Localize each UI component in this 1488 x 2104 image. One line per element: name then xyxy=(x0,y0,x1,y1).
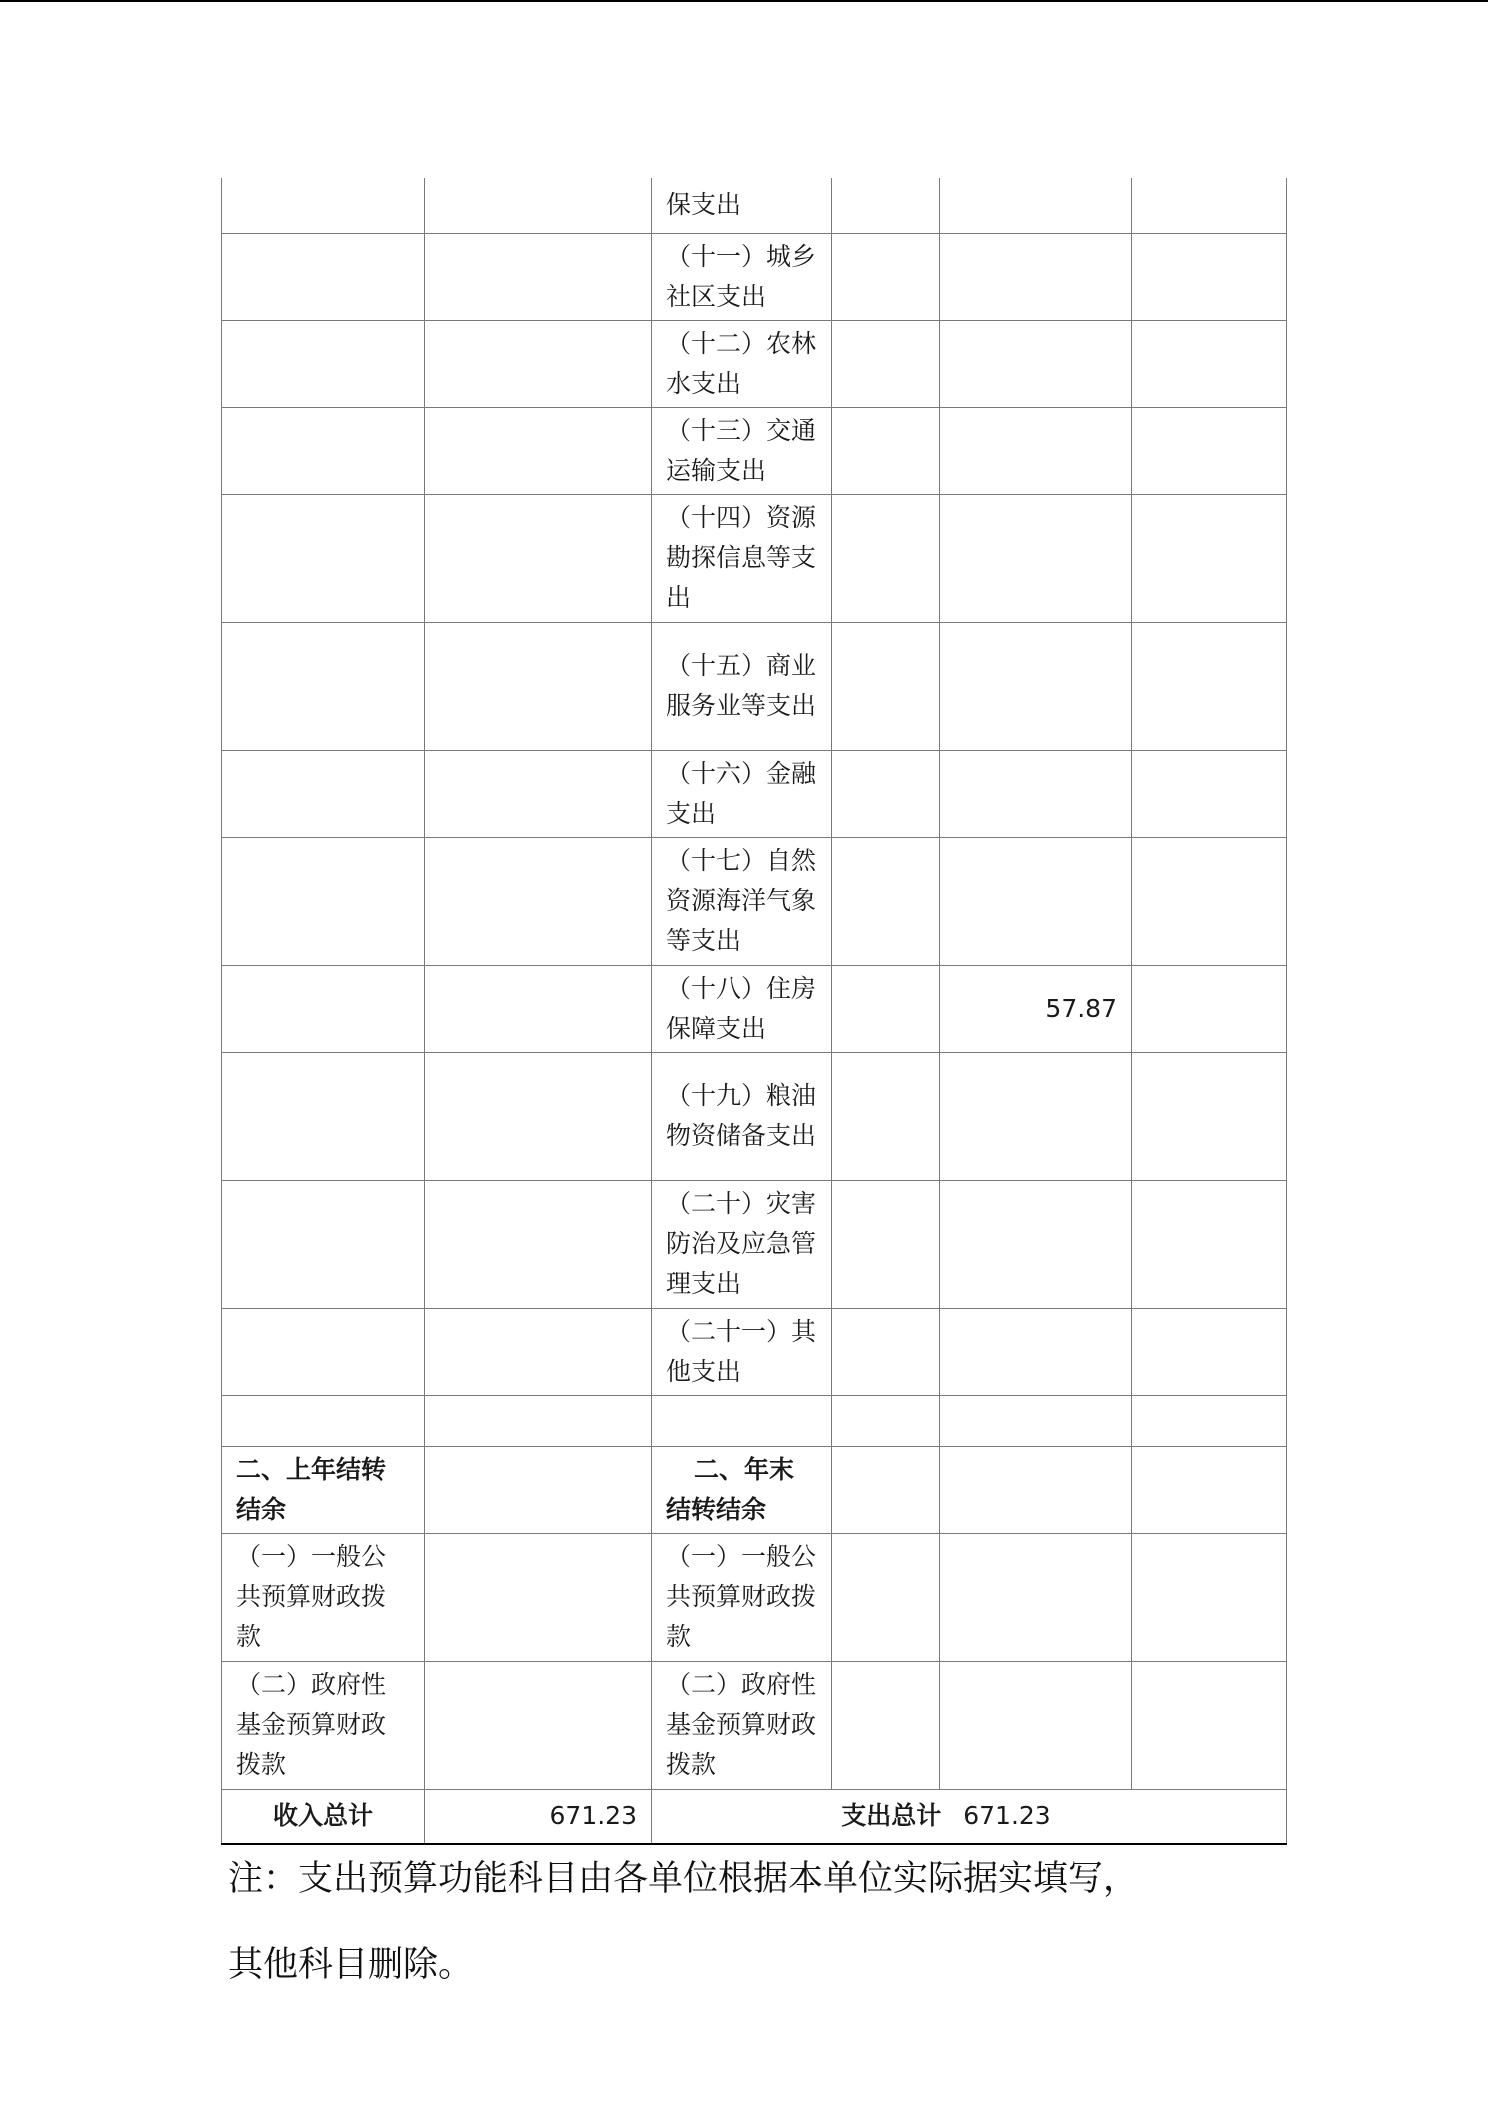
footnote xyxy=(228,1836,1308,2008)
table-row xyxy=(222,1308,1287,1395)
expense-extra xyxy=(1132,1052,1287,1180)
expense-total-value: 671.23 xyxy=(963,1801,1051,1831)
expense-item: （十八）住房保障支出 xyxy=(652,965,832,1052)
expense-item: 保支出 xyxy=(652,178,832,233)
income-total-label: 收入总计 xyxy=(222,1789,425,1844)
table-row xyxy=(222,1180,1287,1308)
expense-carryover-heading: 二、年末结转结余 xyxy=(652,1446,832,1533)
expense-amount xyxy=(940,837,1132,965)
table-row xyxy=(222,622,1287,750)
table-row xyxy=(222,407,1287,494)
expense-amount xyxy=(940,1052,1132,1180)
income-total-value: 671.23 xyxy=(425,1789,652,1844)
expense-amount xyxy=(940,320,1132,407)
income-general-budget: （一）一般公共预算财政拨款 xyxy=(222,1533,425,1661)
income-fund-budget: （二）政府性基金预算财政拨款 xyxy=(222,1661,425,1789)
expense-amount xyxy=(940,407,1132,494)
expense-item: （二十一）其他支出 xyxy=(652,1308,832,1395)
table-row xyxy=(222,750,1287,837)
expense-extra xyxy=(1132,1180,1287,1308)
expense-extra xyxy=(1132,233,1287,320)
expense-extra xyxy=(1132,178,1287,233)
expense-item: （二十）灾害防治及应急管理支出 xyxy=(652,1180,832,1308)
table-row xyxy=(222,494,1287,622)
expense-item: （十一）城乡社区支出 xyxy=(652,233,832,320)
expense-amount xyxy=(940,750,1132,837)
table-row xyxy=(222,233,1287,320)
table-row xyxy=(222,965,1287,1052)
expense-amount xyxy=(940,1308,1132,1395)
table-row xyxy=(222,1533,1287,1661)
footnote-line-2: 其他科目删除。 xyxy=(228,1945,474,1985)
expense-extra xyxy=(1132,750,1287,837)
expense-item: （十六）金融支出 xyxy=(652,750,832,837)
expense-extra xyxy=(1132,1308,1287,1395)
expense-amount xyxy=(940,494,1132,622)
page-top-border xyxy=(0,0,1488,2)
expense-amount xyxy=(940,233,1132,320)
expense-general-budget: （一）一般公共预算财政拨款 xyxy=(652,1533,832,1661)
expense-extra xyxy=(1132,407,1287,494)
expense-item: （十五）商业服务业等支出 xyxy=(652,622,832,750)
expense-extra xyxy=(1132,622,1287,750)
expense-extra xyxy=(1132,494,1287,622)
expense-amount xyxy=(940,178,1132,233)
table-row-empty xyxy=(222,1395,1287,1446)
expense-fund-budget: （二）政府性基金预算财政拨款 xyxy=(652,1661,832,1789)
expense-item: （十二）农林水支出 xyxy=(652,320,832,407)
table-row xyxy=(222,837,1287,965)
table-row-carry-over xyxy=(222,1446,1287,1533)
budget-table xyxy=(221,178,1287,1845)
budget-table-body xyxy=(222,178,1287,1844)
income-carryover-heading: 二、上年结转结余 xyxy=(222,1446,425,1533)
table-row xyxy=(222,320,1287,407)
expense-extra xyxy=(1132,837,1287,965)
expense-extra xyxy=(1132,320,1287,407)
table-row xyxy=(222,178,1287,233)
table-row xyxy=(222,1661,1287,1789)
expense-item: （十九）粮油物资储备支出 xyxy=(652,1052,832,1180)
expense-item: （十七）自然资源海洋气象等支出 xyxy=(652,837,832,965)
footnote-line-1: 注：支出预算功能科目由各单位根据本单位实际据实填写， xyxy=(228,1859,1139,1899)
expense-item: （十三）交通运输支出 xyxy=(652,407,832,494)
expense-total-label: 支出总计 xyxy=(841,1801,942,1831)
expense-item: （十四）资源勘探信息等支出 xyxy=(652,494,832,622)
table-row xyxy=(222,1052,1287,1180)
expense-amount xyxy=(940,1180,1132,1308)
expense-amount xyxy=(940,622,1132,750)
expense-amount: 57.87 xyxy=(940,965,1132,1052)
expense-extra xyxy=(1132,965,1287,1052)
